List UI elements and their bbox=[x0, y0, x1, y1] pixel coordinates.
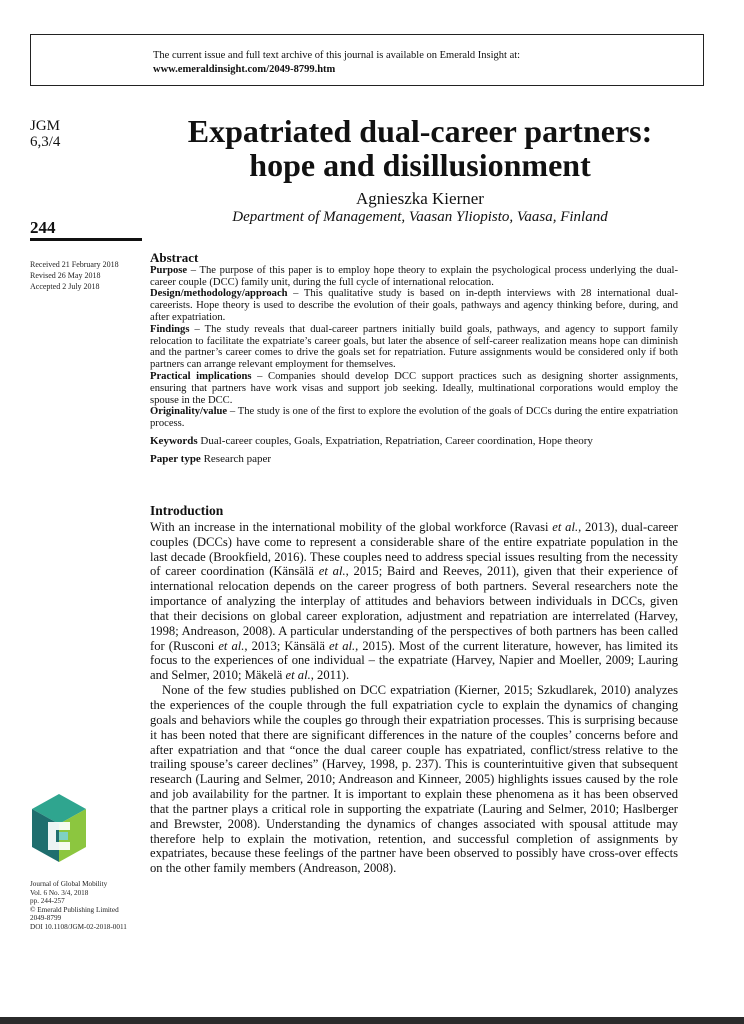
journal-publisher: © Emerald Publishing Limited bbox=[30, 905, 119, 914]
introduction-heading: Introduction bbox=[150, 503, 224, 518]
keywords bbox=[150, 435, 678, 448]
purpose-text: – The purpose of this paper is to employ hope theory to explain the psychological process underlying the dual-career couple (DCC) family unit, during the full cycle of international relocation. bbox=[150, 264, 678, 288]
paper-title bbox=[150, 114, 690, 182]
intro-p1-a: With an increase in the international mobility of the global workforce (Ravasi bbox=[150, 519, 553, 534]
journal-pages: pp. 244-257 bbox=[30, 897, 65, 906]
paper-title-line1: Expatriated dual-career partners: bbox=[187, 113, 653, 149]
implications-text: – Companies should develop DCC support practices such as designing shorter assignments, ensuring that partners have work visas and support job seeking. Ideally, multinational corporations would employ the spouse in the DCC. bbox=[150, 370, 678, 406]
findings-label: Findings bbox=[150, 323, 190, 335]
design-label: Design/methodology/approach bbox=[150, 288, 288, 300]
keywords-label: Keywords bbox=[150, 434, 198, 447]
journal-abbrev: JGM bbox=[30, 118, 61, 134]
page-number-rule bbox=[30, 238, 142, 241]
journal-url[interactable]: www.emeraldinsight.com/2049-8799.htm bbox=[153, 64, 336, 75]
intro-p1-etal1: et al. bbox=[552, 519, 579, 534]
revised-date: Revised 26 May 2018 bbox=[30, 271, 101, 280]
author-affiliation: Department of Management, Vaasan Yliopisto, Vaasa, Finland bbox=[232, 209, 608, 225]
journal-name: Journal of Global Mobility bbox=[30, 880, 108, 888]
journal-code bbox=[30, 118, 60, 150]
paper-title-line2: hope and disillusionment bbox=[249, 147, 591, 183]
intro-p1-e: , 2015). Most of the current literature, however, has limited its focus to the experiences of one individual – the expatriate (Harvey, Napier and Moeller, 2009; Lauring and Selmer, 2010; Mäkelä bbox=[150, 638, 678, 683]
keywords-text: Dual-career couples, Goals, Expatriation, Repatriation, Career coordination, Hope theory bbox=[197, 434, 593, 447]
intro-p1-etal4: et al. bbox=[329, 638, 356, 653]
journal-volume: 6,3/4 bbox=[30, 134, 61, 150]
abstract-originality bbox=[150, 406, 678, 430]
paper-type bbox=[150, 453, 678, 466]
viewer-bottom-bar bbox=[0, 1017, 744, 1024]
journal-vol: Vol. 6 No. 3/4, 2018 bbox=[30, 888, 89, 897]
originality-label: Originality/value bbox=[150, 406, 228, 418]
abstract-findings bbox=[150, 324, 678, 371]
logo-c-inner bbox=[59, 832, 68, 840]
paper-type-label: Paper type bbox=[150, 452, 201, 465]
submission-dates bbox=[30, 259, 119, 292]
abstract-section bbox=[150, 252, 678, 466]
intro-paragraph-2: None of the few studies published on DCC expatriation (Kierner, 2015; Szkudlarek, 2010) analyzes the experiences of the couple through the full expatriation cycle to explain the dynamics of changing goals and behaviors while the couples go through their expatriation processes. This is surprising because it has been noted that there are significant differences in the nature of the couples’ concerns before and after expatriation and that “once the dual career couple has expatriated, conflict/stress relative to the trailing spouse’s career declines” (Harvey, 1998, p. 237). This is counterintuitive given that subsequent research (Lauring and Selmer, 2010; Andreason and Kinneer, 2005) highlights issues caused by the role and job availability for the partner. It is important to explain these phenomena as it has been observed that the partner plays a critical role in supporting the expatriate (Lauring and Selmer, 2010; Haslberger and Brewster, 2008). Understanding the dynamics of changes associated with spousal attitude may therefore help to explain the motivation, retention, and successful completion of assignments by expatriates, because these feelings of the partner have been observed to possibly have cross-over effects on the other family members (Andreason, 2008). bbox=[150, 683, 678, 876]
notice-text: The current issue and full text archive of this journal is available on Emerald Insight at: bbox=[153, 50, 521, 61]
intro-p1-d: , 2013; Känsälä bbox=[244, 638, 330, 653]
intro-p1-b: , 2013), dual-career couples (DCCs) have come to represent a considerable share of the entire expatriate population in the last decade (Brookfield, 2016). These couples need to address special issues resulting from the necessity of career coordination (Känsälä bbox=[150, 519, 678, 579]
findings-text: – The study reveals that dual-career partners initially build goals, pathways, and agency to support family relocation to facilitate the expatriate’s career goals, but later the absence of self-career realization means hope can diminish and the partner’s career comes to drive the goals set for repatriation. Future assignments would be considered only if both partners can arrange relevant employment for themselves. bbox=[150, 323, 678, 371]
implications-label: Practical implications bbox=[150, 370, 252, 382]
emerald-logo-icon bbox=[28, 792, 90, 864]
originality-text: – The study is one of the first to explore the evolution of the goals of DCCs during the entire expatriation process. bbox=[150, 406, 678, 430]
journal-availability-notice bbox=[30, 34, 704, 86]
journal-doi: DOI 10.1108/JGM-02-2018-0011 bbox=[30, 922, 127, 931]
intro-p1-etal2: et al. bbox=[318, 564, 346, 579]
intro-paragraph-1 bbox=[150, 520, 678, 683]
paper-type-text: Research paper bbox=[200, 452, 272, 465]
intro-p1-f: , 2011). bbox=[310, 668, 350, 683]
purpose-label: Purpose bbox=[150, 264, 188, 276]
introduction-section bbox=[150, 504, 678, 876]
intro-p1-c: , 2015; Baird and Reeves, 2011), given that their experience of international relocation depends on the career progress of both partners. Several researchers note the importance of analyzing the interplay of attitudes and behaviors between individuals in DCCs, given that their decisions on global career exploration, adjustment and repatriation are interrelated (Harvey, 1998; Andreason, 2008). A particular understanding of the perspectives of both partners has been called for (Rusconi bbox=[150, 564, 678, 653]
author-name: Agnieszka Kierner bbox=[356, 189, 484, 208]
accepted-date: Accepted 2 July 2018 bbox=[30, 282, 100, 291]
abstract-heading: Abstract bbox=[150, 250, 199, 265]
journal-info bbox=[30, 880, 127, 932]
abstract-design bbox=[150, 288, 678, 323]
abstract-purpose bbox=[150, 265, 678, 289]
design-text: – This qualitative study is based on in-depth interviews with 28 international dual-careerists. Hope theory is used to describe the evolution of their goals, pathways and agency thinking before, during, and after expatriation. bbox=[150, 288, 678, 323]
received-date: Received 21 February 2018 bbox=[30, 260, 119, 269]
journal-issn: 2049-8799 bbox=[30, 914, 62, 923]
intro-p1-etal3: et al. bbox=[218, 638, 245, 653]
abstract-implications bbox=[150, 371, 678, 406]
intro-p1-etal5: et al. bbox=[285, 668, 311, 683]
page-number: 244 bbox=[30, 218, 56, 237]
